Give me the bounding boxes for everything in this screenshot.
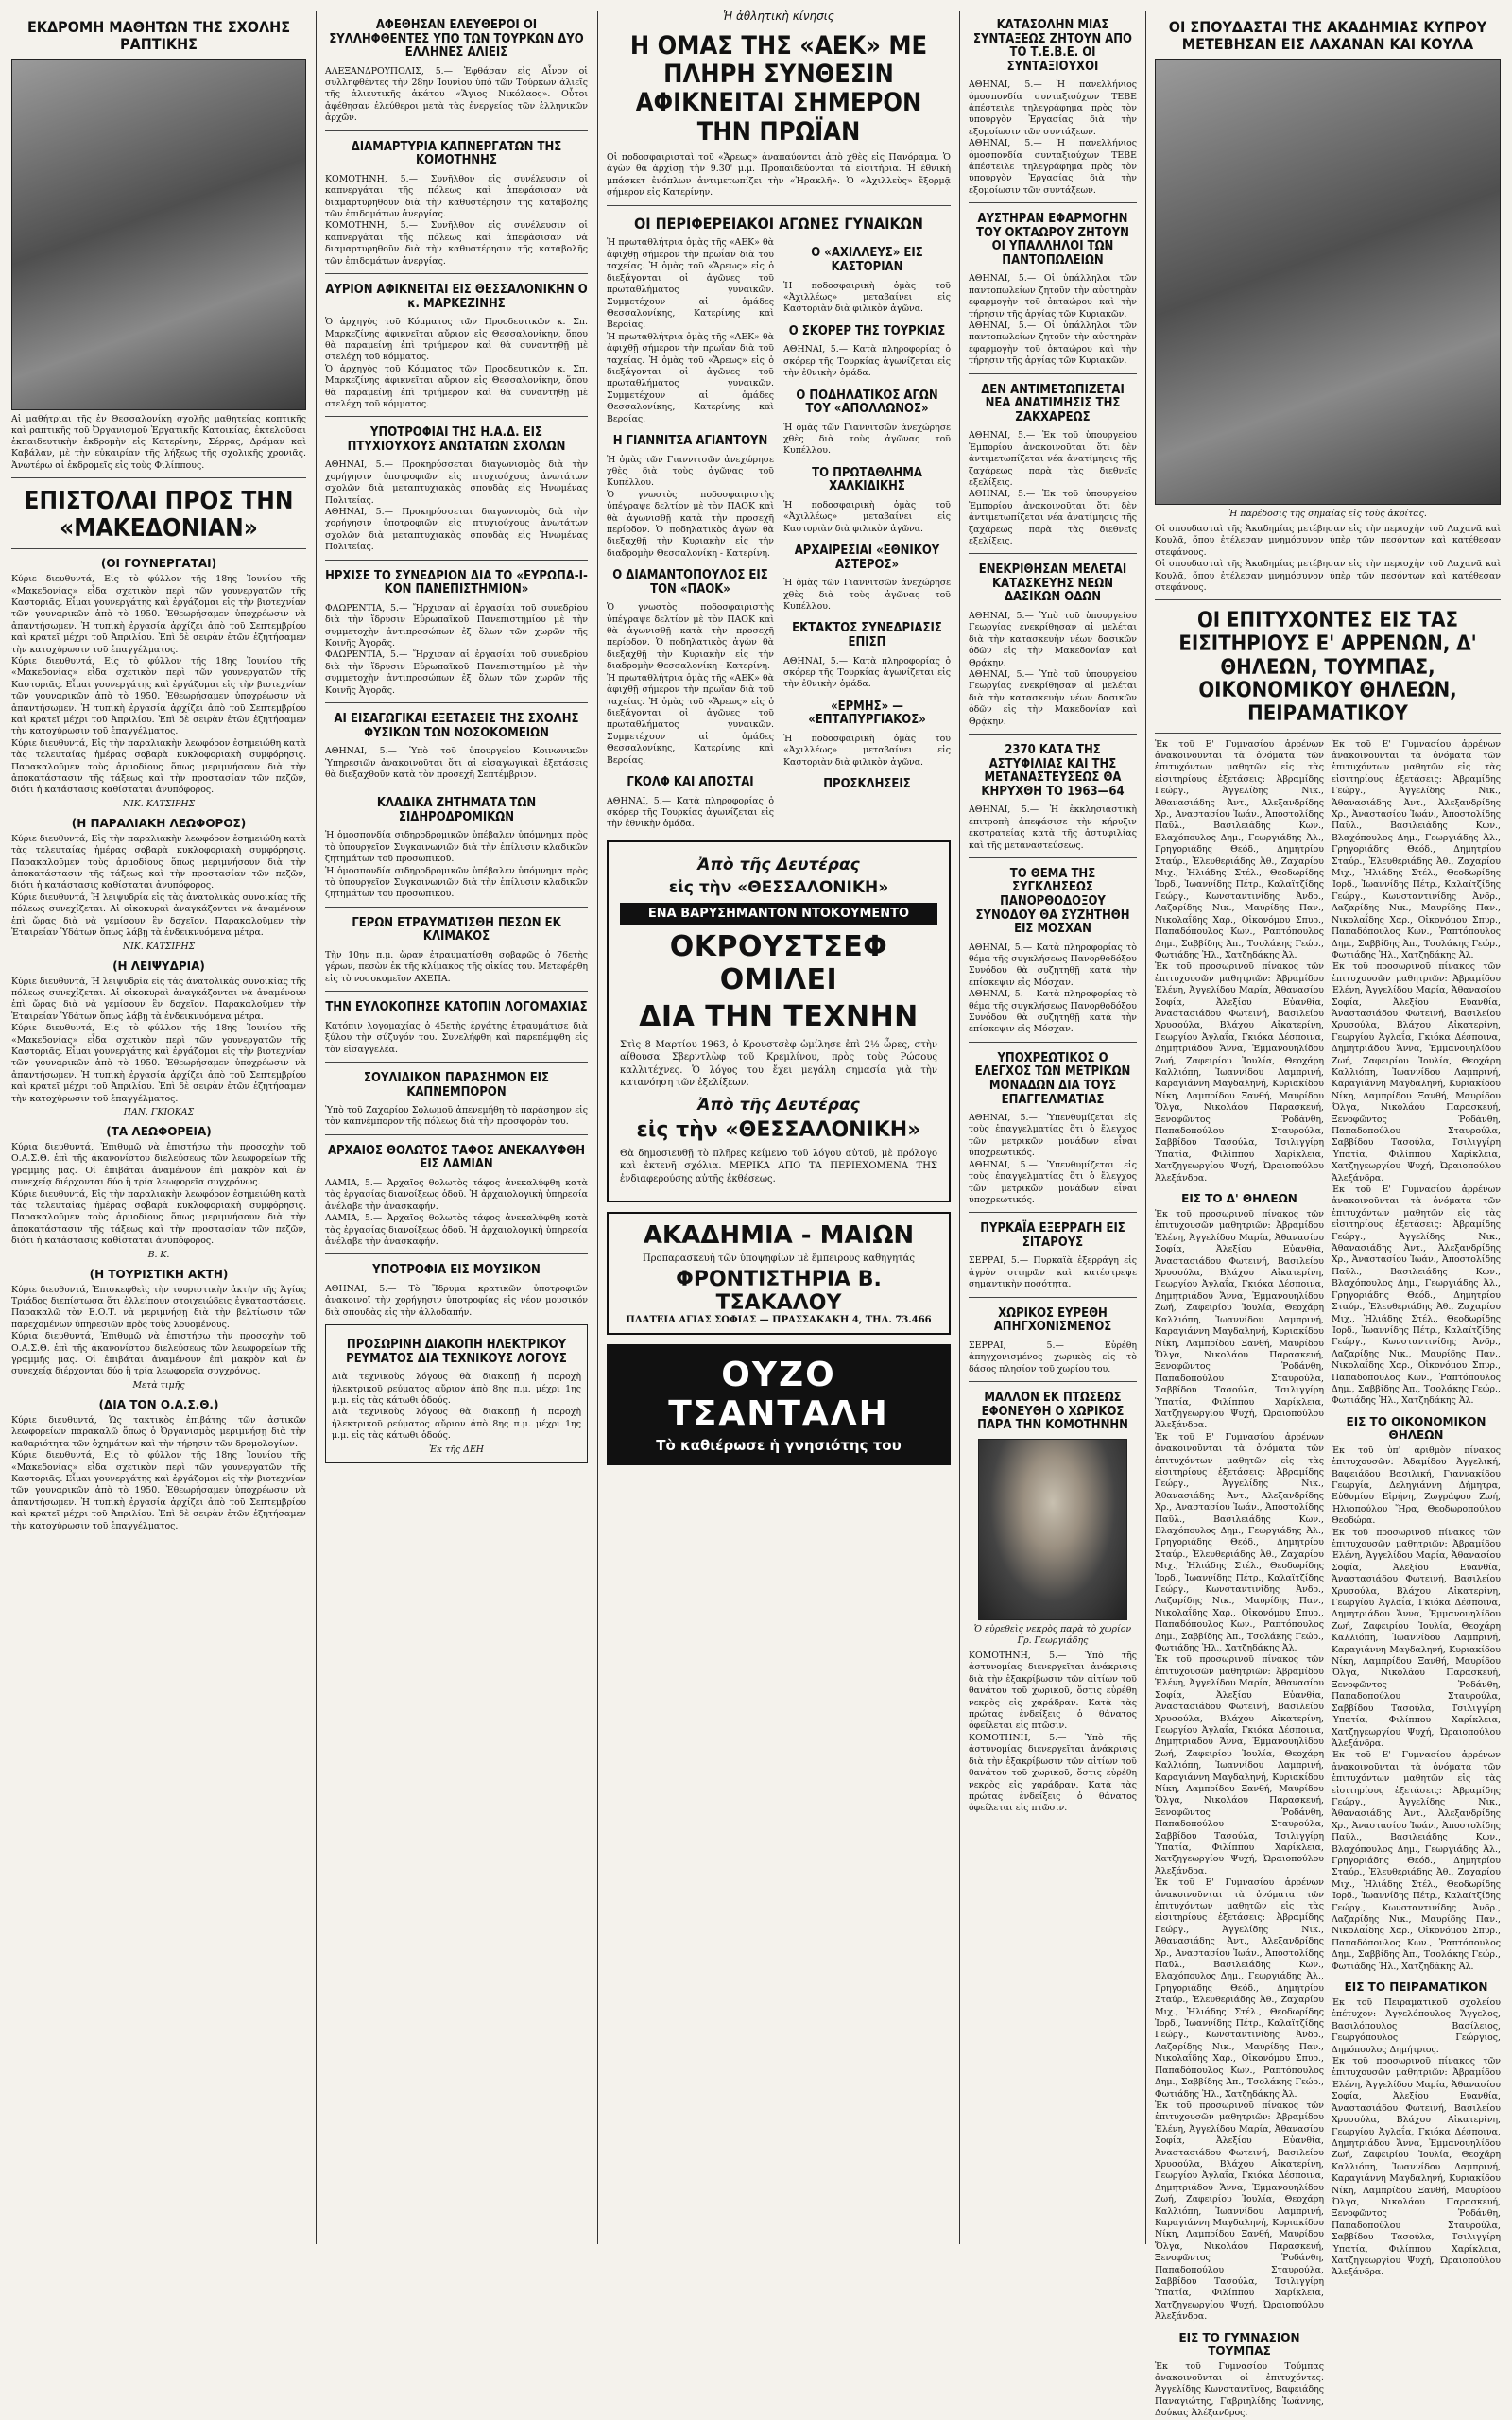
column-briefs: [963, 9, 1143, 2246]
ad-name: ΦΡΟΝΤΙΣΤΗΡΙΑ Β. ΤΣΑΚΑΛΟΥ: [676, 1268, 882, 1316]
ad-banner: ΕΝΑ ΒΑΡΥΣΗΜΑΝΤΟΝ ΝΤΟΚΟΥΜΕΝΤΟ: [620, 903, 937, 925]
letter-heading: (ΔΙΑ ΤΟΝ Ο.Α.Σ.Θ.): [98, 1397, 219, 1411]
column-news: [319, 9, 593, 2246]
ad-headline: ΔΙΑ ΤΗΝ ΤΕΧΝΗΝ: [639, 999, 919, 1033]
headline: Ο ΠΟΔΗΛΑΤΙΚΟΣ ΑΓΩΝ ΤΟΥ «ΑΠΟΛΛΩΝΟΣ»: [796, 388, 938, 417]
article-body: Τὴν 10ην π.μ. ὥραν ἐτραυματίσθη σοβαρῶς ὁ 76ετὴς γέρων, πεσὼν ἐκ τῆς κλίμακος τῆς οἰκίας του. Μετεφέρθη εἰς τὸ νοσοκομεῖον ΑΧΕΠΑ.: [325, 949, 588, 984]
letter-body: Κύρια διευθυντά, Ἐπιθυμῶ νὰ ἐπιστήσω τὴν προσοχὴν τοῦ Ο.Α.Σ.Θ. ἐπὶ τῆς ἀκανονίστου διελεύσεως τῶν λεωφορείων τῆς γραμμῆς μας. Οἱ ἐπιβάται ἀναμένουν ἐπὶ μακρὸν καὶ ἐν συνεχείᾳ διέρχονται δύο ἢ τρία λεωφορεῖα συγχρόνως.: [11, 1331, 306, 1377]
headline: «ΕΡΜΗΣ» — «ΕΠΤΑΠΥΡΓΙΑΚΟΣ»: [808, 699, 926, 728]
article-body: Ὁ ἀρχηγὸς τοῦ Κόμματος τῶν Προοδευτικῶν κ. Σπ. Μαρκεζίνης ἀφικνεῖται αὔριον εἰς Θεσσαλονίκην, ὅπου θὰ παραμείνῃ ἐπὶ τριήμερον καὶ θὰ συναντηθῇ μὲ στελέχη τοῦ κόμματος.: [325, 363, 588, 409]
letter-body: Κύριε διευθυντά, Εἰς τὸ φύλλον τῆς 18ης Ἰουνίου τῆς «Μακεδονίας» εἶδα σχετικὸν περὶ τῶν γουνεργατῶν τῆς Καστοριᾶς. Εἶμαι γουνεργάτης καὶ ἐργάζομαι εἰς τὴν βιοτεχνίαν τῶν γουναρικῶν ἀπὸ τὸ 1950. Ἐθεωρήσαμεν ὑποχρέωσιν νὰ ἀπαντήσωμεν. Ἡ τυπικὴ ἐργασία ἀρχίζει ἀπὸ τοῦ Σεπτεμβρίου καὶ κρατεῖ μέχρι τοῦ Ἀπριλίου. Ἐπὶ δὲ σειρὰν ἐτῶν ἐζητήσαμεν τὴν κατοχύρωσιν τοῦ ἐπαγγέλματος.: [11, 1450, 306, 1531]
letter-body: Κύριε διευθυντά, Εἰς τὴν παραλιακὴν λεωφόρον ἐσημειώθη κατὰ τὰς τελευταίας ἡμέρας σοβαρὰ κυκλοφοριακὴ συμφόρησις. Παρακαλοῦμεν τοὺς ἁρμοδίους ὅπως μεριμνήσουν διὰ τὴν ἀποκατάστασιν τῆς τάξεως καὶ τὴν προστασίαν τῶν πεζῶν, διότι ἡ κατάστασις καθίσταται ἀνυπόφορος.: [11, 737, 306, 796]
letter-body: Κύριε διευθυντά, Ἐπισκεφθεὶς τὴν τουριστικὴν ἀκτὴν τῆς Ἁγίας Τριάδος διεπίστωσα ὅτι ἐλλείπουν στοιχειώδεις ἐγκαταστάσεις. Παρακαλῶ τὸν Ε.Ο.Τ. νὰ μεριμνήσῃ διὰ τὴν βελτίωσιν τῶν παρεχομένων ὑπηρεσιῶν πρὸς τοὺς λουομένους.: [11, 1284, 306, 1330]
article-body: ΑΘΗΝΑΙ, 5.— Ὑπὸ τοῦ ὑπουργείου Γεωργίας ἐνεκρίθησαν αἱ μελέται διὰ τὴν κατασκευὴν νέων δασικῶν ὁδῶν εἰς τὴν Μακεδονίαν καὶ Θρᾴκην.: [969, 669, 1137, 727]
headline: ΑΙ ΕΙΣΑΓΩΓΙΚΑΙ ΕΞΕΤΑΣΕΙΣ ΤΗΣ ΣΧΟΛΗΣ ΦΥΣΙΚΩΝ ΤΩΝ ΝΟΣΟΚΟΜΕΙΩΝ: [334, 712, 579, 740]
headline: 2370 ΚΑΤΑ ΤΗΣ ΑΣΤΥΦΙΛΙΑΣ ΚΑΙ ΤΗΣ ΜΕΤΑΝΑΣΤΕΥΣΕΩΣ ΘΑ ΚΗΡΥΧΘΗ ΤΟ 1963—64: [981, 743, 1125, 799]
ad-line: εἰς τὴν «ΘΕΣΣΑΛΟΝΙΚΗ»: [668, 877, 889, 897]
article-body: Ἡ ποδοσφαιρικὴ ὁμὰς τοῦ «Ἀχιλλέως» μεταβαίνει εἰς Καστοριὰν διὰ φιλικὸν ἀγῶνα.: [783, 499, 951, 534]
headline: ΥΠΟΧΡΕΩΤΙΚΟΣ Ο ΕΛΕΓΧΟΣ ΤΩΝ ΜΕΤΡΙΚΩΝ ΜΟΝΑΔΩΝ ΔΙΑ ΤΟΥΣ ΕΠΑΓΓΕΛΜΑΤΙΑΣ: [974, 1050, 1131, 1107]
notice-box: [325, 1324, 588, 1463]
article-body: ΑΘΗΝΑΙ, 5.— Κατὰ πληροφορίας τὸ θέμα τῆς συγκλήσεως Πανορθοδόξου Συνόδου θὰ συζητηθῇ κατὰ τὴν ἐπίσκεψιν εἰς Μόσχαν.: [969, 942, 1137, 988]
letter-signature: Β. Κ.: [147, 1249, 170, 1260]
academy-advertisement: [607, 1212, 951, 1335]
article-body: Ἡ ὁμοσπονδία σιδηροδρομικῶν ὑπέβαλεν ὑπόμνημα πρὸς τὸ ὑπουργεῖον Συγκοινωνιῶν διὰ τὴν ἐπίλυσιν κλαδικῶν ζητημάτων τοῦ προσωπικοῦ.: [325, 865, 588, 900]
letter-heading: (ΟΙ ΓΟΥΝΕΡΓΑΤΑΙ): [100, 557, 217, 571]
headline: ΥΠΟΤΡΟΦΙΑΙ ΤΗΣ Η.Α.Δ. ΕΙΣ ΠΤΥΧΙΟΥΧΟΥΣ ΑΝΩΤΑΤΩΝ ΣΧΟΛΩΝ: [347, 425, 566, 454]
portrait-photo: [978, 1439, 1127, 1620]
headline: ΤΟ ΘΕΜΑ ΤΗΣ ΣΥΓΚΛΗΣΕΩΣ ΠΑΝΟΡΘΟΔΟΞΟΥ ΣΥΝΟΔΟΥ ΘΑ ΣΥΖΗΤΗΘΗ ΕΙΣ ΜΟΣΧΑΝ: [975, 866, 1130, 937]
section-heading: ΕΙΣ ΤΟ ΠΕΙΡΑΜΑΤΙΚΟΝ: [1344, 1980, 1488, 1995]
section-heading: ΕΙΣ ΤΟ ΟΙΚΟΝΟΜΙΚΟΝ ΘΗΛΕΩΝ: [1346, 1414, 1486, 1442]
headline: ΥΠΟΤΡΟΦΙΑ ΕΙΣ ΜΟΥΣΙΚΟΝ: [372, 1263, 541, 1278]
academy-caption: Ἡ παρέδοσις τῆς σημαίας εἰς τοὺς ἀκρίτας.: [1228, 508, 1427, 519]
headline: ΓΕΡΩΝ ΕΤΡΑΥΜΑΤΙΣΘΗ ΠΕΣΩΝ ΕΚ ΚΛΙΜΑΚΟΣ: [352, 915, 561, 944]
ouzo-advertisement: [607, 1344, 951, 1465]
article-body: ΑΘΗΝΑΙ, 5.— Οἱ ὑπάλληλοι τῶν παντοπωλείων ζητοῦν τὴν αὐστηρὰν ἐφαρμογὴν τοῦ ὀκταώρου καὶ τὴν τήρησιν τῆς ἀργίας τῶν Κυριακῶν.: [969, 320, 1137, 367]
article-body: Ἐκ τοῦ Ε' Γυμνασίου ἀρρένων ἀνακοινοῦνται τὰ ὀνόματα τῶν ἐπιτυχόντων μαθητῶν εἰς τὰς εἰσιτηρίους ἐξετάσεις: Ἀβραμίδης Γεώργ., Ἀγγελίδης Νικ., Ἀθανασιάδης Ἀντ., Ἀλεξανδρίδης Χρ., Ἀναστασίου Ἰωάν., Ἀποστολίδης Παῦλ., Βασιλειάδης Κων., Βλαχόπουλος Δημ., Γεωργιάδης Ἀλ., Γρηγοριάδης Θεόδ., Δημητρίου Σταύρ., Ἐλευθεριάδης Ἀθ., Ζαχαρίου Μιχ., Ἠλιάδης Στέλ., Θεοδωρίδης Ἰορδ., Ἰωαννίδης Πέτρ., Καλαϊτζίδης Γεώργ., Κωνσταντινίδης Ἀνδρ., Λαζαρίδης Νικ., Μαυρίδης Παν., Νικολαΐδης Χαρ., Οἰκονόμου Σπυρ., Παπαδόπουλος Κων., Ῥαπτόπουλος Δημ., Σαββίδης Ἀπ., Τσολάκης Γεώρ., Φωτιάδης Ἠλ., Χατζηδάκης Ἀλ.: [1332, 738, 1501, 960]
article-body: ΑΘΗΝΑΙ, 5.— Ἐκ τοῦ ὑπουργείου Ἐμπορίου ἀνακοινοῦται ὅτι δὲν ἀντιμετωπίζεται νέα ἀνατίμησις τῆς ζαχάρεως παρὰ τὰς διεθνεῖς ἐξελίξεις.: [969, 430, 1137, 488]
article-body: ΦΛΩΡΕΝΤΙΑ, 5.— Ἤρχισαν αἱ ἐργασίαι τοῦ συνεδρίου διὰ τὴν ἵδρυσιν Εὐρωπαϊκοῦ Πανεπιστημίου μὲ τὴν συμμετοχὴν ἀντιπροσώπων ἐξ ὅλων τῶν χωρῶν τῆς Κοινῆς Ἀγορᾶς.: [325, 602, 588, 649]
article-body: ΚΟΜΟΤΗΝΗ, 5.— Ὑπὸ τῆς ἀστυνομίας διενεργεῖται ἀνάκρισις διὰ τὴν ἐξακρίβωσιν τῶν αἰτίων τοῦ θανάτου τοῦ χωρικοῦ, ὅστις εὑρέθη νεκρὸς εἰς χαράδραν. Κατὰ τὰς πρώτας ἐνδείξεις ὁ θάνατος ὀφείλεται εἰς πτῶσιν.: [969, 1651, 1137, 1732]
section-heading: ΕΙΣ ΤΟ ΓΥΜΝΑΣΙΟΝ ΤΟΥΜΠΑΣ: [1178, 2330, 1300, 2358]
headline: ΠΡΟΣΚΛΗΣΕΙΣ: [823, 777, 911, 792]
ad-title: ΑΚΑΔΗΜΙΑ - ΜΑΙΩΝ: [643, 1221, 915, 1251]
headline: ΔΙΑΜΑΡΤΥΡΙΑ ΚΑΠΝΕΡΓΑΤΩΝ ΤΗΣ ΚΟΜΟΤΗΝΗΣ: [351, 139, 562, 168]
headline: Ο ΔΙΑΜΑΝΤΟΠΟΥΛΟΣ ΕΙΣ ΤΟΝ «ΠΑΟΚ»: [612, 568, 768, 596]
headline: ΣΟΥΛΙΔΙΚΟΝ ΠΑΡΑΣΗΜΟΝ ΕΙΣ ΚΑΠΝΕΜΠΟΡΟΝ: [363, 1070, 550, 1099]
headline: ΠΡΟΣΩΡΙΝΗ ΔΙΑΚΟΠΗ ΗΛΕΚΤΡΙΚΟΥ ΡΕΥΜΑΤΟΣ ΔΙΑ ΤΕΧΝΙΚΟΥΣ ΛΟΓΟΥΣ: [346, 1338, 567, 1366]
article-body: Ἐκ τοῦ προσωρινοῦ πίνακος τῶν ἐπιτυχουσῶν μαθητριῶν: Ἀβραμίδου Ἑλένη, Ἀγγελίδου Μαρία, Ἀθανασίου Σοφία, Ἀλεξίου Εὐανθία, Ἀναστασιάδου Φωτεινή, Βασιλείου Χρυσούλα, Βλάχου Αἰκατερίνη, Γεωργίου Ἀγλαΐα, Γκιόκα Δέσποινα, Δημητριάδου Ἄννα, Ἐμμανουηλίδου Ζωή, Ζαφειρίου Ἰουλία, Θεοχάρη Καλλιόπη, Ἰωαννίδου Λαμπρινή, Καραγιάννη Μαγδαληνή, Κυριακίδου Νίκη, Λαμπρίδου Ξανθή, Μαυρίδου Ὄλγα, Νικολάου Παρασκευή, Ξενοφῶντος Ῥοδάνθη, Παπαδοπούλου Σταυρούλα, Σαββίδου Τασούλα, Τσιλιγγίρη Ὑπατία, Φιλίππου Χαρίκλεια, Χατζηγεωργίου Ψυχή, Ὠραιοπούλου Ἀλεξάνδρα.: [1155, 1209, 1324, 1431]
column-sports: [601, 9, 956, 2246]
article-body: Οἱ σπουδασταὶ τῆς Ἀκαδημίας μετέβησαν εἰς τὴν περιοχὴν τοῦ Λαχανᾶ καὶ Κουλᾶ, ὅπου ἐτέλεσαν μνημόσυνον ὑπὲρ τῶν πεσόντων καὶ κατέθεσαν στεφάνους.: [1155, 524, 1501, 558]
headline: ΕΝΕΚΡΙΘΗΣΑΝ ΜΕΛΕΤΑΙ ΚΑΤΑΣΚΕΥΗΣ ΝΕΩΝ ΔΑΣΙΚΩΝ ΟΔΩΝ: [978, 562, 1127, 605]
article-body: Ὁ γνωστὸς ποδοσφαιριστὴς ὑπέγραψε δελτίον μὲ τὸν ΠΑΟΚ καὶ θὰ ἀγωνισθῇ κατὰ τὴν προσεχῆ περίοδον. Ὁ ποδηλατικὸς ἀγὼν θὰ διεξαχθῇ τὴν Κυριακὴν εἰς τὴν διαδρομὴν Θεσσαλονίκη - Κατερίνη.: [607, 489, 774, 559]
article-body: ΑΘΗΝΑΙ, 5.— Οἱ ὑπάλληλοι τῶν παντοπωλείων ζητοῦν τὴν αὐστηρὰν ἐφαρμογὴν τοῦ ὀκταώρου καὶ τὴν τήρησιν τῆς ἀργίας τῶν Κυριακῶν.: [969, 273, 1137, 320]
letter-body: Κύριε διευθυντά, Ὡς τακτικὸς ἐπιβάτης τῶν ἀστικῶν λεωφορείων παρακαλῶ ὅπως ὁ Ὀργανισμὸς μεριμνήσῃ διὰ τὴν καθαριότητα τῶν ὀχημάτων καὶ τὴν τήρησιν τῶν δρομολογίων.: [11, 1414, 306, 1449]
article-body: Οἱ σπουδασταὶ τῆς Ἀκαδημίας μετέβησαν εἰς τὴν περιοχὴν τοῦ Λαχανᾶ καὶ Κουλᾶ, ὅπου ἐτέλεσαν μνημόσυνον ὑπὲρ τῶν πεσόντων καὶ κατέθεσαν στεφάνους.: [1155, 559, 1501, 594]
article-body: Ἐκ τοῦ Ε' Γυμνασίου ἀρρένων ἀνακοινοῦνται τὰ ὀνόματα τῶν ἐπιτυχόντων μαθητῶν εἰς τὰς εἰσιτηρίους ἐξετάσεις: Ἀβραμίδης Γεώργ., Ἀγγελίδης Νικ., Ἀθανασιάδης Ἀντ., Ἀλεξανδρίδης Χρ., Ἀναστασίου Ἰωάν., Ἀποστολίδης Παῦλ., Βασιλειάδης Κων., Βλαχόπουλος Δημ., Γεωργιάδης Ἀλ., Γρηγοριάδης Θεόδ., Δημητρίου Σταύρ., Ἐλευθεριάδης Ἀθ., Ζαχαρίου Μιχ., Ἠλιάδης Στέλ., Θεοδωρίδης Ἰορδ., Ἰωαννίδης Πέτρ., Καλαϊτζίδης Γεώργ., Κωνσταντινίδης Ἀνδρ., Λαζαρίδης Νικ., Μαυρίδης Παν., Νικολαΐδης Χαρ., Οἰκονόμου Σπυρ., Παπαδόπουλος Κων., Ῥαπτόπουλος Δημ., Σαββίδης Ἀπ., Τσολάκης Γεώρ., Φωτιάδης Ἠλ., Χατζηδάκης Ἀλ.: [1332, 1750, 1501, 1972]
article-body: ΛΑΜΙΑ, 5.— Ἀρχαῖος θολωτὸς τάφος ἀνεκαλύφθη κατὰ τὰς ἐργασίας διανοίξεως ὁδοῦ. Ἡ ἀρχαιολογικὴ ὑπηρεσία ἀνέλαβε τὴν ἀνασκαφήν.: [325, 1213, 588, 1247]
letter-signature: ΝΙΚ. ΚΑΤΣΙΡΗΣ: [122, 941, 196, 952]
ad-address: ΠΛΑΤΕΙΑ ΑΓΙΑΣ ΣΟΦΙΑΣ — ΠΡΑΣΣΑΚΑΚΗ 4, ΤΗΛ. 73.466: [626, 1315, 932, 1326]
headline-exams: ΟΙ ΕΠΙΤΥΧΟΝΤΕΣ ΕΙΣ ΤΑΣ ΕΙΣΙΤΗΡΙΟΥΣ Ε' ΑΡΡΕΝΩΝ, Δ' ΘΗΛΕΩΝ, ΤΟΥΜΠΑΣ, ΟΙΚΟΝΟΜΙΚΟΥ ΘΗΛΕΩΝ, ΠΕΙΡΑΜΑΤΙΚΟΥ: [1178, 609, 1477, 726]
article-body: Διὰ τεχνικοὺς λόγους θὰ διακοπῇ ἡ παροχὴ ἠλεκτρικοῦ ρεύματος αὔριον ἀπὸ 8ης π.μ. μέχρι 1ης μ.μ. εἰς τὰς κάτωθι ὁδούς.: [332, 1407, 581, 1442]
letter-body: Κύριε διευθυντά, Ἡ λειψυδρία εἰς τὰς ἀνατολικὰς συνοικίας τῆς πόλεως συνεχίζεται. Αἱ οἰκοκυραὶ ἀναγκάζονται νὰ ἀναμένουν ἐπὶ ὥρας διὰ νὰ γεμίσουν ἓν δοχεῖον. Παρακαλοῦμεν τὴν Ἑταιρείαν Ὑδάτων ὅπως λάβῃ τὰ ἐνδεικνυόμενα μέτρα.: [11, 891, 306, 939]
excursion-caption: Αἱ μαθήτριαι τῆς ἐν Θεσσαλονίκῃ σχολῆς μαθητείας κοπτικῆς καὶ ραπτικῆς τοῦ Ὀργανισμοῦ Ἐργατικῆς Κατοικίας, ἐκτελοῦσαι ἐκπαιδευτικὴν ἐκδρομὴν εἰς Κατερίνην, Σέρρας, Δράμαν καὶ Καβάλαν, μὲ τὴν εὐκαιρίαν τῆς λήξεως τῆς σχολικῆς χρονιᾶς. Ἀνωτέρω αἱ ἐκδρομεῖς εἰς τοὺς Φιλίππους.: [11, 413, 306, 471]
article-body: Ἐκ τοῦ προσωρινοῦ πίνακος τῶν ἐπιτυχουσῶν μαθητριῶν: Ἀβραμίδου Ἑλένη, Ἀγγελίδου Μαρία, Ἀθανασίου Σοφία, Ἀλεξίου Εὐανθία, Ἀναστασιάδου Φωτεινή, Βασιλείου Χρυσούλα, Βλάχου Αἰκατερίνη, Γεωργίου Ἀγλαΐα, Γκιόκα Δέσποινα, Δημητριάδου Ἄννα, Ἐμμανουηλίδου Ζωή, Ζαφειρίου Ἰουλία, Θεοχάρη Καλλιόπη, Ἰωαννίδου Λαμπρινή, Καραγιάννη Μαγδαληνή, Κυριακίδου Νίκη, Λαμπρίδου Ξανθή, Μαυρίδου Ὄλγα, Νικολάου Παρασκευή, Ξενοφῶντος Ῥοδάνθη, Παπαδοπούλου Σταυρούλα, Σαββίδου Τασούλα, Τσιλιγγίρη Ὑπατία, Φιλίππου Χαρίκλεια, Χατζηγεωργίου Ψυχή, Ὠραιοπούλου Ἀλεξάνδρα.: [1155, 1654, 1324, 1876]
article-body: ΑΘΗΝΑΙ, 5.— Τὸ Ἴδρυμα κρατικῶν ὑποτροφιῶν ἀνακοινοῖ τὴν χορήγησιν ὑποτροφίας εἰς νέον μουσικόν διὰ σπουδὰς εἰς τὴν ἀλλοδαπήν.: [325, 1283, 588, 1318]
ad-line: Ἀπὸ τῆς Δευτέρας: [697, 1095, 860, 1115]
headline: Ο «ΑΧΙΛΛΕΥΣ» ΕΙΣ ΚΑΣΤΟΡΙΑΝ: [811, 246, 923, 275]
section-heading: ΕΙΣ ΤΟ Δ' ΘΗΛΕΩΝ: [1181, 1192, 1297, 1206]
article-body: ΑΘΗΝΑΙ, 5.— Ὑπὸ τοῦ ὑπουργείου Γεωργίας ἐνεκρίθησαν αἱ μελέται διὰ τὴν κατασκευὴν νέων δασικῶν ὁδῶν εἰς τὴν Μακεδονίαν καὶ Θρᾴκην.: [969, 611, 1137, 668]
letter-body: Κύριε διευθυντά, Ἡ λειψυδρία εἰς τὰς ἀνατολικὰς συνοικίας τῆς πόλεως συνεχίζεται. Αἱ οἰκοκυραὶ ἀναγκάζονται νὰ ἀναμένουν ἐπὶ ὥρας διὰ νὰ γεμίσουν ἓν δοχεῖον. Παρακαλοῦμεν τὴν Ἑταιρείαν Ὑδάτων ὅπως λάβῃ τὰ ἐνδεικνυόμενα μέτρα.: [11, 976, 306, 1022]
headline: ΤΗΝ ΕΥΛΟΚΟΠΗΣΕ ΚΑΤΟΠΙΝ ΛΟΓΟΜΑΧΙΑΣ: [325, 1000, 588, 1015]
article-body: ΑΘΗΝΑΙ, 5.— Ἡ ἐκκλησιαστικὴ ἐπιτροπὴ ἀπεφάσισε τὴν κήρυξιν ἐκστρατείας κατὰ τῆς ἀστυφιλίας καὶ τῆς μεταναστεύσεως.: [969, 804, 1137, 851]
article-body: ΑΘΗΝΑΙ, 5.— Ἐκ τοῦ ὑπουργείου Ἐμπορίου ἀνακοινοῦται ὅτι δὲν ἀντιμετωπίζεται νέα ἀνατίμησις τῆς ζαχάρεως παρὰ τὰς διεθνεῖς ἐξελίξεις.: [969, 489, 1137, 546]
article-body: Ἐκ τοῦ Ε' Γυμνασίου ἀρρένων ἀνακοινοῦνται τὰ ὀνόματα τῶν ἐπιτυχόντων μαθητῶν εἰς τὰς εἰσιτηρίους ἐξετάσεις: Ἀβραμίδης Γεώργ., Ἀγγελίδης Νικ., Ἀθανασιάδης Ἀντ., Ἀλεξανδρίδης Χρ., Ἀναστασίου Ἰωάν., Ἀποστολίδης Παῦλ., Βασιλειάδης Κων., Βλαχόπουλος Δημ., Γεωργιάδης Ἀλ., Γρηγοριάδης Θεόδ., Δημητρίου Σταύρ., Ἐλευθεριάδης Ἀθ., Ζαχαρίου Μιχ., Ἠλιάδης Στέλ., Θεοδωρίδης Ἰορδ., Ἰωαννίδης Πέτρ., Καλαϊτζίδης Γεώργ., Κωνσταντινίδης Ἀνδρ., Λαζαρίδης Νικ., Μαυρίδης Παν., Νικολαΐδης Χαρ., Οἰκονόμου Σπυρ., Παπαδόπουλος Κων., Ῥαπτόπουλος Δημ., Σαββίδης Ἀπ., Τσολάκης Γεώρ., Φωτιάδης Ἠλ., Χατζηδάκης Ἀλ.: [1155, 738, 1324, 960]
article-body: Ἡ πρωταθλήτρια ὁμὰς τῆς «ΑΕΚ» θὰ ἀφιχθῇ σήμερον τὴν πρωΐαν διὰ τοῦ ταχείας. Ἡ ὁμὰς τοῦ «Ἄρεως» εἰς ὁ διεξάγονται οἱ ἀγῶνες τοῦ πρωταθλήματος γυναικῶν. Συμμετέχουν αἱ ὁμάδες Θεσσαλονίκης, Κατερίνης καὶ Βεροίας.: [607, 237, 774, 331]
article-body: ΑΘΗΝΑΙ, 5.— Κατὰ πληροφορίας ὁ σκόρερ τῆς Τουρκίας ἀγωνίζεται εἰς τὴν ἐθνικὴν ὁμάδα.: [783, 344, 951, 379]
letter-signature: ΠΑΝ. ΓΚΙΟΚΑΣ: [123, 1106, 195, 1117]
headline: Η ΓΙΑΝΝΙΤΣΑ ΑΓΙΑΝΤΟΥΝ: [612, 433, 768, 448]
letter-body: Κύριε διευθυντά, Εἰς τὴν παραλιακὴν λεωφόρον ἐσημειώθη κατὰ τὰς τελευταίας ἡμέρας σοβαρὰ κυκλοφοριακὴ συμφόρησις. Παρακαλοῦμεν τοὺς ἁρμοδίους ὅπως μεριμνήσουν διὰ τὴν ἀποκατάστασιν τῆς τάξεως καὶ τὴν προστασίαν τῶν πεζῶν, διότι ἡ κατάστασις καθίσταται ἀνυπόφορος.: [11, 1188, 306, 1247]
article-body: Ἡ ὁμὰς τῶν Γιαννιτσῶν ἀνεχώρησε χθὲς διὰ τοὺς ἀγῶνας τοῦ Κυπέλλου.: [607, 454, 774, 489]
article-body: ΣΕΡΡΑΙ, 5.— Πυρκαϊὰ ἐξερράγη εἰς ἀγρὸν σιτηρῶν καὶ κατέστρεψε σημαντικὴν ποσότητα.: [969, 1255, 1137, 1290]
headline: Ο ΣΚΟΡΕΡ ΤΗΣ ΤΟΥΡΚΙΑΣ: [788, 323, 946, 338]
letter-heading: (ΤΑ ΛΕΩΦΟΡΕΙΑ): [106, 1124, 212, 1138]
khrushchev-advertisement: [607, 840, 951, 1203]
headline-women-games: ΟΙ ΠΕΡΙΦΕΡΕΙΑΚΟΙ ΑΓΩΝΕΣ ΓΥΝΑΙΚΩΝ: [634, 214, 923, 233]
headline: ΧΩΡΙΚΟΣ ΕΥΡΕΘΗ ΑΠΗΓΧΟΝΙΣΜΕΝΟΣ: [993, 1305, 1112, 1335]
headline-aek: Η ΟΜΑΣ ΤΗΣ «ΑΕΚ» ΜΕ ΠΛΗΡΗ ΣΥΝΘΕΣΙΝ ΑΦΙΚΝΕΙΤΑΙ ΣΗΜΕΡΟΝ ΤΗΝ ΠΡΩΪΑΝ: [629, 31, 928, 147]
headline: ΔΕΝ ΑΝΤΙΜΕΤΩΠΙΖΕΤΑΙ ΝΕΑ ΑΝΑΤΙΜΗΣΙΣ ΤΗΣ ΖΑΚΧΑΡΕΩΣ: [981, 382, 1125, 424]
article-body: ΑΘΗΝΑΙ, 5.— Ἡ πανελλήνιος ὁμοσπονδία συνταξιούχων ΤΕΒΕ ἀπέστειλε τηλεγράφημα πρὸς τὸν ὑπουργὸν Ἐργασίας διὰ τὴν ἐξομοίωσιν τῶν συντάξεων.: [969, 138, 1137, 196]
article-body: Ἐκ τοῦ Ε' Γυμνασίου ἀρρένων ἀνακοινοῦνται τὰ ὀνόματα τῶν ἐπιτυχόντων μαθητῶν εἰς τὰς εἰσιτηρίους ἐξετάσεις: Ἀβραμίδης Γεώργ., Ἀγγελίδης Νικ., Ἀθανασιάδης Ἀντ., Ἀλεξανδρίδης Χρ., Ἀναστασίου Ἰωάν., Ἀποστολίδης Παῦλ., Βασιλειάδης Κων., Βλαχόπουλος Δημ., Γεωργιάδης Ἀλ., Γρηγοριάδης Θεόδ., Δημητρίου Σταύρ., Ἐλευθεριάδης Ἀθ., Ζαχαρίου Μιχ., Ἠλιάδης Στέλ., Θεοδωρίδης Ἰορδ., Ἰωαννίδης Πέτρ., Καλαϊτζίδης Γεώργ., Κωνσταντινίδης Ἀνδρ., Λαζαρίδης Νικ., Μαυρίδης Παν., Νικολαΐδης Χαρ., Οἰκονόμου Σπυρ., Παπαδόπουλος Κων., Ῥαπτόπουλος Δημ., Σαββίδης Ἀπ., Τσολάκης Γεώρ., Φωτιάδης Ἠλ., Χατζηδάκης Ἀλ.: [1155, 1431, 1324, 1654]
article-body: ΑΘΗΝΑΙ, 5.— Ὑπὸ τοῦ ὑπουργείου Κοινωνικῶν Ὑπηρεσιῶν ἀνακοινοῦται ὅτι αἱ εἰσαγωγικαὶ ἐξετάσεις θὰ διεξαχθοῦν κατὰ τὸν προσεχῆ Σεπτέμβριον.: [325, 746, 588, 780]
column-rule: [959, 11, 960, 2244]
article-body: ΑΘΗΝΑΙ, 5.— Ἡ πανελλήνιος ὁμοσπονδία συνταξιούχων ΤΕΒΕ ἀπέστειλε τηλεγράφημα πρὸς τὸν ὑπουργὸν Ἐργασίας διὰ τὴν ἐξομοίωσιν τῶν συντάξεων.: [969, 79, 1137, 137]
headline: ΑΦΕΘΗΣΑΝ ΕΛΕΥΘΕΡΟΙ ΟΙ ΣΥΛΛΗΦΘΕΝΤΕΣ ΥΠΟ ΤΩΝ ΤΟΥΡΚΩΝ ΔΥΟ ΕΛΛΗΝΕΣ ΑΛΙΕΙΣ: [329, 18, 584, 60]
article-body: Ἡ πρωταθλήτρια ὁμὰς τῆς «ΑΕΚ» θὰ ἀφιχθῇ σήμερον τὴν πρωΐαν διὰ τοῦ ταχείας. Ἡ ὁμὰς τοῦ «Ἄρεως» εἰς ὁ διεξάγονται οἱ ἀγῶνες τοῦ πρωταθλήματος γυναικῶν. Συμμετέχουν αἱ ὁμάδες Θεσσαλονίκης, Κατερίνης καὶ Βεροίας.: [607, 331, 774, 424]
letter-signature: ΝΙΚ. ΚΑΤΣΙΡΗΣ: [122, 798, 196, 809]
headline: ΠΥΡΚΑΪΑ ΕΞΕΡΡΑΓΗ ΕΙΣ ΣΙΤΑΡΟΥΣ: [980, 1221, 1125, 1250]
headline: ΤΟ ΠΡΩΤΑΘΛΗΜΑ ΧΑΛΚΙΔΙΚΗΣ: [812, 465, 922, 494]
article-body: ΛΑΜΙΑ, 5.— Ἀρχαῖος θολωτὸς τάφος ἀνεκαλύφθη κατὰ τὰς ἐργασίας διανοίξεως ὁδοῦ. Ἡ ἀρχαιολογικὴ ὑπηρεσία ἀνέλαβε τὴν ἀνασκαφήν.: [325, 1177, 588, 1212]
headline: ΓΚΟΛΦ ΚΑΙ ΑΠΟΣΤΑΙ: [627, 774, 754, 789]
article-body: ΑΘΗΝΑΙ, 5.— Κατὰ πληροφορίας τὸ θέμα τῆς συγκλήσεως Πανορθοδόξου Συνόδου θὰ συζητηθῇ κατὰ τὴν ἐπίσκεψιν εἰς Μόσχαν.: [969, 989, 1137, 1035]
article-body: ΚΟΜΟΤΗΝΗ, 5.— Συνῆλθον εἰς συνέλευσιν οἱ καπνεργάται τῆς πόλεως καὶ ἀπεφάσισαν νὰ διαμαρτυρηθοῦν διὰ τὴν καθυστέρησιν τῆς καταβολῆς τῶν ἐπιδομάτων ἀνεργίας.: [325, 220, 588, 267]
headline-letters: ΕΠΙΣΤΟΛΑΙ ΠΡΟΣ ΤΗΝ «ΜΑΚΕΔΟΝΙΑΝ»: [24, 486, 294, 544]
article-body: Ὁ γνωστὸς ποδοσφαιριστὴς ὑπέγραψε δελτίον μὲ τὸν ΠΑΟΚ καὶ θὰ ἀγωνισθῇ κατὰ τὴν προσεχῆ περίοδον. Ὁ ποδηλατικὸς ἀγὼν θὰ διεξαχθῇ τὴν Κυριακὴν εἰς τὴν διαδρομὴν Θεσσαλονίκη - Κατερίνη.: [607, 602, 774, 672]
article-body: ΑΘΗΝΑΙ, 5.— Κατὰ πληροφορίας ὁ σκόρερ τῆς Τουρκίας ἀγωνίζεται εἰς τὴν ἐθνικὴν ὁμάδα.: [607, 795, 774, 830]
letter-body: Κύριε διευθυντά, Εἰς τὸ φύλλον τῆς 18ης Ἰουνίου τῆς «Μακεδονίας» εἶδα σχετικὸν περὶ τῶν γουνεργατῶν τῆς Καστοριᾶς. Εἶμαι γουνεργάτης καὶ ἐργάζομαι εἰς τὴν βιοτεχνίαν τῶν γουναρικῶν ἀπὸ τὸ 1950. Ἐθεωρήσαμεν ὑποχρέωσιν νὰ ἀπαντήσωμεν. Ἡ τυπικὴ ἐργασία ἀρχίζει ἀπὸ τοῦ Σεπτεμβρίου καὶ κρατεῖ μέχρι τοῦ Ἀπριλίου. Ἐπὶ δὲ σειρὰν ἐτῶν ἐζητήσαμεν τὴν κατοχύρωσιν τοῦ ἐπαγγέλματος.: [11, 574, 306, 655]
letter-body: Κύριε διευθυντά, Εἰς τὸ φύλλον τῆς 18ης Ἰουνίου τῆς «Μακεδονίας» εἶδα σχετικὸν περὶ τῶν γουνεργατῶν τῆς Καστοριᾶς. Εἶμαι γουνεργάτης καὶ ἐργάζομαι εἰς τὴν βιοτεχνίαν τῶν γουναρικῶν ἀπὸ τὸ 1950. Ἐθεωρήσαμεν ὑποχρέωσιν νὰ ἀπαντήσωμεν. Ἡ τυπικὴ ἐργασία ἀρχίζει ἀπὸ τοῦ Σεπτεμβρίου καὶ κρατεῖ μέχρι τοῦ Ἀπριλίου. Ἐπὶ δὲ σειρὰν ἐτῶν ἐζητήσαμεν τὴν κατοχύρωσιν τοῦ ἐπαγγέλματος.: [11, 1023, 306, 1104]
ad-subtitle: Προπαρασκευὴ τῶν ὑποψηφίων μὲ ἔμπειρους καθηγητάς: [642, 1253, 916, 1265]
letter-body: Κύριε διευθυντά, Εἰς τὸ φύλλον τῆς 18ης Ἰουνίου τῆς «Μακεδονίας» εἶδα σχετικὸν περὶ τῶν γουνεργατῶν τῆς Καστοριᾶς. Εἶμαι γουνεργάτης καὶ ἐργάζομαι εἰς τὴν βιοτεχνίαν τῶν γουναρικῶν ἀπὸ τὸ 1950. Ἐθεωρήσαμεν ὑποχρέωσιν νὰ ἀπαντήσωμεν. Ἡ τυπικὴ ἐργασία ἀρχίζει ἀπὸ τοῦ Σεπτεμβρίου καὶ κρατεῖ μέχρι τοῦ Ἀπριλίου. Ἐπὶ δὲ σειρὰν ἐτῶν ἐζητήσαμεν τὴν κατοχύρωσιν τοῦ ἐπαγγέλματος.: [11, 655, 306, 737]
letter-heading: (Η ΤΟΥΡΙΣΤΙΚΗ ΑΚΤΗ): [89, 1267, 229, 1281]
headline: ΚΛΑΔΙΚΑ ΖΗΤΗΜΑΤΑ ΤΩΝ ΣΙΔΗΡΟΔΡΟΜΙΚΩΝ: [376, 796, 537, 824]
article-body: Οἱ ποδοσφαιρισταὶ τοῦ «Ἄρεως» ἀναπαύονται ἀπὸ χθὲς εἰς Πανόραμα. Ὁ ἀγὼν θὰ ἀρχίσῃ τὴν 9.30' μ.μ. Προπαιδεύονται τὰ εἰσιτήρια. Ἡ ἐθνικὴ μπάσκετ ἐνόπλων ἀντιμετωπίζει τὴν «Ἡρακλῆ». Ὁ «Ἀχιλλεὺς» ἔξορμᾷ σήμερον εἰς Κατερίνην.: [607, 151, 951, 199]
article-body: Ἡ πρωταθλήτρια ὁμὰς τῆς «ΑΕΚ» θὰ ἀφιχθῇ σήμερον τὴν πρωΐαν διὰ τοῦ ταχείας. Ἡ ὁμὰς τοῦ «Ἄρεως» εἰς ὁ διεξάγονται οἱ ἀγῶνες τοῦ πρωταθλήματος γυναικῶν. Συμμετέχουν αἱ ὁμάδες Θεσσαλονίκης, Κατερίνης καὶ Βεροίας.: [607, 672, 774, 766]
ad-slogan: Τὸ καθιέρωσε ἡ γνησιότης του: [656, 1437, 902, 1455]
headline: ΚΑΤΑΣΟΛΗΝ ΜΙΑΣ ΣΥΝΤΑΞΕΩΣ ΖΗΤΟΥΝ ΑΠΟ ΤΟ Τ.Ε.Β.Ε. ΟΙ ΣΥΝΤΑΞΙΟΥΧΟΙ: [973, 18, 1132, 74]
article-body: Ἐκ τοῦ προσωρινοῦ πίνακος τῶν ἐπιτυχουσῶν μαθητριῶν: Ἀβραμίδου Ἑλένη, Ἀγγελίδου Μαρία, Ἀθανασίου Σοφία, Ἀλεξίου Εὐανθία, Ἀναστασιάδου Φωτεινή, Βασιλείου Χρυσούλα, Βλάχου Αἰκατερίνη, Γεωργίου Ἀγλαΐα, Γκιόκα Δέσποινα, Δημητριάδου Ἄννα, Ἐμμανουηλίδου Ζωή, Ζαφειρίου Ἰουλία, Θεοχάρη Καλλιόπη, Ἰωαννίδου Λαμπρινή, Καραγιάννη Μαγδαληνή, Κυριακίδου Νίκη, Λαμπρίδου Ξανθή, Μαυρίδου Ὄλγα, Νικολάου Παρασκευή, Ξενοφῶντος Ῥοδάνθη, Παπαδοπούλου Σταυρούλα, Σαββίδου Τασούλα, Τσιλιγγίρη Ὑπατία, Φιλίππου Χαρίκλεια, Χατζηγεωργίου Ψυχή, Ὠραιοπούλου Ἀλεξάνδρα.: [1332, 961, 1501, 1184]
article-body: Ἐκ τοῦ προσωρινοῦ πίνακος τῶν ἐπιτυχουσῶν μαθητριῶν: Ἀβραμίδου Ἑλένη, Ἀγγελίδου Μαρία, Ἀθανασίου Σοφία, Ἀλεξίου Εὐανθία, Ἀναστασιάδου Φωτεινή, Βασιλείου Χρυσούλα, Βλάχου Αἰκατερίνη, Γεωργίου Ἀγλαΐα, Γκιόκα Δέσποινα, Δημητριάδου Ἄννα, Ἐμμανουηλίδου Ζωή, Ζαφειρίου Ἰουλία, Θεοχάρη Καλλιόπη, Ἰωαννίδου Λαμπρινή, Καραγιάννη Μαγδαληνή, Κυριακίδου Νίκη, Λαμπρίδου Ξανθή, Μαυρίδου Ὄλγα, Νικολάου Παρασκευή, Ξενοφῶντος Ῥοδάνθη, Παπαδοπούλου Σταυρούλα, Σαββίδου Τασούλα, Τσιλιγγίρη Ὑπατία, Φιλίππου Χαρίκλεια, Χατζηγεωργίου Ψυχή, Ὠραιοπούλου Ἀλεξάνδρα.: [1332, 1527, 1501, 1749]
letter-body: Κύριε διευθυντά, Εἰς τὴν παραλιακὴν λεωφόρον ἐσημειώθη κατὰ τὰς τελευταίας ἡμέρας σοβαρὰ κυκλοφοριακὴ συμφόρησις. Παρακαλοῦμεν τοὺς ἁρμοδίους ὅπως μεριμνήσουν διὰ τὴν ἀποκατάστασιν τῆς τάξεως καὶ τὴν προστασίαν τῶν πεζῶν, διότι ἡ κατάστασις καθίσταται ἀνυπόφορος.: [11, 833, 306, 891]
article-body: Ἐκ τοῦ Ε' Γυμνασίου ἀρρένων ἀνακοινοῦνται τὰ ὀνόματα τῶν ἐπιτυχόντων μαθητῶν εἰς τὰς εἰσιτηρίους ἐξετάσεις: Ἀβραμίδης Γεώργ., Ἀγγελίδης Νικ., Ἀθανασιάδης Ἀντ., Ἀλεξανδρίδης Χρ., Ἀναστασίου Ἰωάν., Ἀποστολίδης Παῦλ., Βασιλειάδης Κων., Βλαχόπουλος Δημ., Γεωργιάδης Ἀλ., Γρηγοριάδης Θεόδ., Δημητρίου Σταύρ., Ἐλευθεριάδης Ἀθ., Ζαχαρίου Μιχ., Ἠλιάδης Στέλ., Θεοδωρίδης Ἰορδ., Ἰωαννίδης Πέτρ., Καλαϊτζίδης Γεώργ., Κωνσταντινίδης Ἀνδρ., Λαζαρίδης Νικ., Μαυρίδης Παν., Νικολαΐδης Χαρ., Οἰκονόμου Σπυρ., Παπαδόπουλος Κων., Ῥαπτόπουλος Δημ., Σαββίδης Ἀπ., Τσολάκης Γεώρ., Φωτιάδης Ἠλ., Χατζηδάκης Ἀλ.: [1332, 1184, 1501, 1407]
column-rule: [316, 11, 317, 2244]
headline-cyprus-academy: ΟΙ ΣΠΟΥΔΑΣΤΑΙ ΤΗΣ ΑΚΑΔΗΜΙΑΣ ΚΥΠΡΟΥ ΜΕΤΕΒΗΣΑΝ ΕΙΣ ΛΑΧΑΝΑΝ ΚΑΙ ΚΟΥΛΑ: [1168, 18, 1487, 53]
article-body: Ἐκ τοῦ Πειραματικοῦ σχολείου ἐπέτυχον: Ἀγγελόπουλος Ἄγγελος, Βασιλόπουλος Βασίλειος, Γεωργόπουλος Γεώργιος, Δημόπουλος Δημήτριος.: [1332, 1997, 1501, 2055]
ad-line: Ἀπὸ τῆς Δευτέρας: [697, 855, 860, 874]
article-body: ΑΘΗΝΑΙ, 5.— Κατὰ πληροφορίας ὁ σκόρερ τῆς Τουρκίας ἀγωνίζεται εἰς τὴν ἐθνικὴν ὁμάδα.: [783, 655, 951, 690]
article-body: Ὑπὸ τοῦ Ζαχαρίου Σολωμοῦ ἀπενεμήθη τὸ παράσημον εἰς τὸν καπνέμπορον τῆς πόλεως διὰ τὴν προσφορὰν του.: [325, 1105, 588, 1128]
ad-text: Στὶς 8 Μαρτίου 1963, ὁ Κρουστσὲφ ὡμίλησε ἐπὶ 2½ ὧρες, στὴν αἴθουσα Σβερντλὼφ τοῦ Κρεμλίνου, πρὸς τοὺς Ρώσους καλλιτέχνες. Ὁ λόγος του ἔχει μεγάλη σημασία γιὰ τὴν κατανόηση τῶν ἐξελίξεων.: [620, 1039, 937, 1089]
headline: ΑΥΣΤΗΡΑΝ ΕΦΑΡΜΟΓΗΝ ΤΟΥ ΟΚΤΑΩΡΟΥ ΖΗΤΟΥΝ ΟΙ ΥΠΑΛΛΗΛΟΙ ΤΩΝ ΠΑΝΤΟΠΩΛΕΙΩΝ: [976, 212, 1129, 268]
ad-headline: ΟΚΡΟΥΣΤΣΕΦ ΟΜΙΛΕΙ: [669, 929, 888, 996]
notice-signature: Ἐκ τῆς ΔΕΗ: [429, 1443, 484, 1455]
article-body: Ἐκ τοῦ προσωρινοῦ πίνακος τῶν ἐπιτυχουσῶν μαθητριῶν: Ἀβραμίδου Ἑλένη, Ἀγγελίδου Μαρία, Ἀθανασίου Σοφία, Ἀλεξίου Εὐανθία, Ἀναστασιάδου Φωτεινή, Βασιλείου Χρυσούλα, Βλάχου Αἰκατερίνη, Γεωργίου Ἀγλαΐα, Γκιόκα Δέσποινα, Δημητριάδου Ἄννα, Ἐμμανουηλίδου Ζωή, Ζαφειρίου Ἰουλία, Θεοχάρη Καλλιόπη, Ἰωαννίδου Λαμπρινή, Καραγιάννη Μαγδαληνή, Κυριακίδου Νίκη, Λαμπρίδου Ξανθή, Μαυρίδου Ὄλγα, Νικολάου Παρασκευή, Ξενοφῶντος Ῥοδάνθη, Παπαδοπούλου Σταυρούλα, Σαββίδου Τασούλα, Τσιλιγγίρη Ὑπατία, Φιλίππου Χαρίκλεια, Χατζηγεωργίου Ψυχή, Ὠραιοπούλου Ἀλεξάνδρα.: [1155, 961, 1324, 1184]
article-body: ΣΕΡΡΑΙ, 5.— Εὑρέθη ἀπηγχονισμένος χωρικὸς εἰς τὸ δάσος πλησίον τοῦ χωρίου του.: [969, 1340, 1137, 1374]
headline: ΑΥΡΙΟΝ ΑΦΙΚΝΕΙΤΑΙ ΕΙΣ ΘΕΣΣΑΛΟΝΙΚΗΝ Ο κ. ΜΑΡΚΕΖΙΝΗΣ: [325, 283, 588, 311]
headline: ΕΚΤΑΚΤΟΣ ΣΥΝΕΔΡΙΑΣΙΣ ΕΠΙΣΠ: [792, 621, 942, 650]
article-body: Διὰ τεχνικοὺς λόγους θὰ διακοπῇ ἡ παροχὴ ἠλεκτρικοῦ ρεύματος αὔριον ἀπὸ 8ης π.μ. μέχρι 1ης μ.μ. εἰς τὰς κάτωθι ὁδούς.: [332, 1372, 581, 1407]
excursion-photo: [11, 59, 306, 410]
column-exams: [1149, 9, 1506, 2419]
ad-line: εἰς τὴν «ΘΕΣΣΑΛΟΝΙΚΗ»: [636, 1117, 921, 1142]
ad-text: Θὰ δημοσιευθῇ τὸ πλῆρες κείμενο τοῦ λόγου αὐτοῦ, μὲ πρόλογο καὶ ἐκτενῆ σχόλια. ΜΕΡΙΚΑ ΑΠΟ ΤΑ ΠΕΡΙΕΧΟΜΕΝΑ ΤΗΣ ἐνδιαφερούσης αὐτῆς ἐκθέσεως.: [620, 1148, 937, 1184]
letter-body: Κύρια διευθυντά, Ἐπιθυμῶ νὰ ἐπιστήσω τὴν προσοχὴν τοῦ Ο.Α.Σ.Θ. ἐπὶ τῆς ἀκανονίστου διελεύσεως τῶν λεωφορείων τῆς γραμμῆς μας. Οἱ ἐπιβάται ἀναμένουν ἐπὶ μακρὸν καὶ ἐν συνεχείᾳ διέρχονται δύο ἢ τρία λεωφορεῖα συγχρόνως.: [11, 1141, 306, 1188]
column-letters: [6, 9, 312, 2246]
article-body: Ὁ ἀρχηγὸς τοῦ Κόμματος τῶν Προοδευτικῶν κ. Σπ. Μαρκεζίνης ἀφικνεῖται αὔριον εἰς Θεσσαλονίκην, ὅπου θὰ παραμείνῃ ἐπὶ τριήμερον καὶ θὰ συναντηθῇ μὲ στελέχη τοῦ κόμματος.: [325, 317, 588, 363]
headline: ΗΡΧΙΣΕ ΤΟ ΣΥΝΕΔΡΙΟΝ ΔΙΑ ΤΟ «ΕΥΡΩΠΑ-Ι-ΚΟΝ ΠΑΝΕΠΙΣΤΗΜΙΟΝ»: [325, 568, 588, 597]
article-body: Κατόπιν λογομαχίας ὁ 45ετὴς ἐργάτης ἐτραυμάτισε διὰ ξύλου τὴν σύζυγόν του. Συνελήφθη καὶ παρεπέμφθη εἰς τὸν εἰσαγγελέα.: [325, 1020, 588, 1055]
portrait-caption: Ὁ εὑρεθεὶς νεκρὸς παρὰ τὸ χωρίον Γρ. Γεωργιάδης: [973, 1623, 1132, 1646]
article-body: ΑΘΗΝΑΙ, 5.— Προκηρύσσεται διαγωνισμὸς διὰ τὴν χορήγησιν ὑποτροφιῶν εἰς πτυχιούχους ἀνωτάτων σχολῶν διὰ μεταπτυχιακὰς σπουδὰς εἰς Ἡνωμένας Πολιτείας.: [325, 507, 588, 553]
headline: ΑΡΧΑΙΟΣ ΘΟΛΩΤΟΣ ΤΑΦΟΣ ΑΝΕΚΑΛΥΦΘΗ ΕΙΣ ΛΑΜΙΑΝ: [327, 1143, 585, 1172]
letter-signature: Μετὰ τιμῆς: [132, 1379, 185, 1391]
article-body: ΑΘΗΝΑΙ, 5.— Ὑπενθυμίζεται εἰς τοὺς ἐπαγγελματίας ὅτι ὁ ἔλεγχος τῶν μετρικῶν μονάδων εἶναι ὑποχρεωτικός.: [969, 1113, 1137, 1159]
column-rule: [597, 11, 598, 2244]
letter-heading: (Η ΠΑΡΑΛΙΑΚΗ ΛΕΩΦΟΡΟΣ): [71, 816, 247, 830]
article-body: ΦΛΩΡΕΝΤΙΑ, 5.— Ἤρχισαν αἱ ἐργασίαι τοῦ συνεδρίου διὰ τὴν ἵδρυσιν Εὐρωπαϊκοῦ Πανεπιστημίου μὲ τὴν συμμετοχὴν ἀντιπροσώπων ἐξ ὅλων τῶν χωρῶν τῆς Κοινῆς Ἀγορᾶς.: [325, 649, 588, 696]
article-body: ΚΟΜΟΤΗΝΗ, 5.— Ὑπὸ τῆς ἀστυνομίας διενεργεῖται ἀνάκρισις διὰ τὴν ἐξακρίβωσιν τῶν αἰτίων τοῦ θανάτου τοῦ χωρικοῦ, ὅστις εὑρέθη νεκρὸς εἰς χαράδραν. Κατὰ τὰς πρώτας ἐνδείξεις ὁ θάνατος ὀφείλεται εἰς πτῶσιν.: [969, 1732, 1137, 1814]
ad-brand: ΟΥΖΟ ΤΣΑΝΤΑΛΗ: [668, 1356, 889, 1434]
headline: ΑΡΧΑΙΡΕΣΙΑΙ «ΕΘΝΙΚΟΥ ΑΣΤΕΡΟΣ»: [794, 544, 940, 572]
article-body: Ἐκ τοῦ ὑπ' ἀριθμὸν πίνακος ἐπιτυχουσῶν: Ἀδαμίδου Ἀγγελική, Βαφειάδου Βασιλική, Γιαννακίδου Γεωργία, Δεληγιάννη Δήμητρα, Εὐθυμίου Εἰρήνη, Ζωγράφου Ζωή, Ἡλιοπούλου Ἥρα, Θεοδωροπούλου Θεοδώρα.: [1332, 1444, 1501, 1527]
column-rule: [1145, 11, 1146, 2244]
article-body: ΚΟΜΟΤΗΝΗ, 5.— Συνῆλθον εἰς συνέλευσιν οἱ καπνεργάται τῆς πόλεως καὶ ἀπεφάσισαν νὰ διαμαρτυρηθοῦν διὰ τὴν καθυστέρησιν τῆς καταβολῆς τῶν ἐπιδομάτων ἀνεργίας.: [325, 173, 588, 219]
academy-photo: [1155, 59, 1501, 505]
section-kicker: Ἡ ἀθλητικὴ κίνησις: [723, 9, 834, 23]
letter-heading: (Η ΛΕΙΨΥΔΡΙΑ): [112, 959, 205, 973]
article-body: Ἡ ποδοσφαιρικὴ ὁμὰς τοῦ «Ἀχιλλέως» μεταβαίνει εἰς Καστοριὰν διὰ φιλικὸν ἀγῶνα.: [783, 733, 951, 768]
article-body: Ἐκ τοῦ Γυμνασίου Τούμπας ἀνακοινοῦνται οἱ ἐπιτυχόντες: Ἀγγελίδης Κωνσταντῖνος, Βαφειάδης Παναγιώτης, Γαβριηλίδης Ἰωάννης, Δούκας Ἀλέξανδρος.: [1155, 2360, 1324, 2419]
article-body: ΑΛΕΞΑΝΔΡΟΥΠΟΛΙΣ, 5.— Ἐφθάσαν εἰς Αἶνον οἱ συλληφθέντες τὴν 28ην Ἰουνίου ὑπὸ τῶν Τούρκων ἀλιεῖς τῆς ἀλιευτικῆς ἀκάτου «Ἅγιος Νικόλαος». Οὗτοι ἀφέθησαν ἐλεύθεροι μετὰ τὰς ἐνεργείας τῶν ἑλληνικῶν ἀρχῶν.: [325, 65, 588, 124]
article-body: Ἡ ὁμοσπονδία σιδηροδρομικῶν ὑπέβαλεν ὑπόμνημα πρὸς τὸ ὑπουργεῖον Συγκοινωνιῶν διὰ τὴν ἐπίλυσιν κλαδικῶν ζητημάτων τοῦ προσωπικοῦ.: [325, 830, 588, 865]
article-body: Ἐκ τοῦ προσωρινοῦ πίνακος τῶν ἐπιτυχουσῶν μαθητριῶν: Ἀβραμίδου Ἑλένη, Ἀγγελίδου Μαρία, Ἀθανασίου Σοφία, Ἀλεξίου Εὐανθία, Ἀναστασιάδου Φωτεινή, Βασιλείου Χρυσούλα, Βλάχου Αἰκατερίνη, Γεωργίου Ἀγλαΐα, Γκιόκα Δέσποινα, Δημητριάδου Ἄννα, Ἐμμανουηλίδου Ζωή, Ζαφειρίου Ἰουλία, Θεοχάρη Καλλιόπη, Ἰωαννίδου Λαμπρινή, Καραγιάννη Μαγδαληνή, Κυριακίδου Νίκη, Λαμπρίδου Ξανθή, Μαυρίδου Ὄλγα, Νικολάου Παρασκευή, Ξενοφῶντος Ῥοδάνθη, Παπαδοπούλου Σταυρούλα, Σαββίδου Τασούλα, Τσιλιγγίρη Ὑπατία, Φιλίππου Χαρίκλεια, Χατζηγεωργίου Ψυχή, Ὠραιοπούλου Ἀλεξάνδρα.: [1155, 2100, 1324, 2323]
article-body: Ἐκ τοῦ Ε' Γυμνασίου ἀρρένων ἀνακοινοῦνται τὰ ὀνόματα τῶν ἐπιτυχόντων μαθητῶν εἰς τὰς εἰσιτηρίους ἐξετάσεις: Ἀβραμίδης Γεώργ., Ἀγγελίδης Νικ., Ἀθανασιάδης Ἀντ., Ἀλεξανδρίδης Χρ., Ἀναστασίου Ἰωάν., Ἀποστολίδης Παῦλ., Βασιλειάδης Κων., Βλαχόπουλος Δημ., Γεωργιάδης Ἀλ., Γρηγοριάδης Θεόδ., Δημητρίου Σταύρ., Ἐλευθεριάδης Ἀθ., Ζαχαρίου Μιχ., Ἠλιάδης Στέλ., Θεοδωρίδης Ἰορδ., Ἰωαννίδης Πέτρ., Καλαϊτζίδης Γεώργ., Κωνσταντινίδης Ἀνδρ., Λαζαρίδης Νικ., Μαυρίδης Παν., Νικολαΐδης Χαρ., Οἰκονόμου Σπυρ., Παπαδόπουλος Κων., Ῥαπτόπουλος Δημ., Σαββίδης Ἀπ., Τσολάκης Γεώρ., Φωτιάδης Ἠλ., Χατζηδάκης Ἀλ.: [1155, 1877, 1324, 2100]
headline: ΜΑΛΛΟΝ ΕΚ ΠΤΩΣΕΩΣ ΕΦΟΝΕΥΘΗ Ο ΧΩΡΙΚΟΣ ΠΑΡΑ ΤΗΝ ΚΟΜΟΤΗΝΗΝ: [977, 1390, 1128, 1433]
headline-excursion: ΕΚΔΡΟΜΗ ΜΑΘΗΤΩΝ ΤΗΣ ΣΧΟΛΗΣ ΡΑΠΤΙΚΗΣ: [26, 18, 291, 53]
article-body: Ἡ ποδοσφαιρικὴ ὁμὰς τοῦ «Ἀχιλλέως» μεταβαίνει εἰς Καστοριὰν διὰ φιλικὸν ἀγῶνα.: [783, 280, 951, 315]
article-body: Ἡ ὁμὰς τῶν Γιαννιτσῶν ἀνεχώρησε χθὲς διὰ τοὺς ἀγῶνας τοῦ Κυπέλλου.: [783, 578, 951, 613]
article-body: Ἐκ τοῦ προσωρινοῦ πίνακος τῶν ἐπιτυχουσῶν μαθητριῶν: Ἀβραμίδου Ἑλένη, Ἀγγελίδου Μαρία, Ἀθανασίου Σοφία, Ἀλεξίου Εὐανθία, Ἀναστασιάδου Φωτεινή, Βασιλείου Χρυσούλα, Βλάχου Αἰκατερίνη, Γεωργίου Ἀγλαΐα, Γκιόκα Δέσποινα, Δημητριάδου Ἄννα, Ἐμμανουηλίδου Ζωή, Ζαφειρίου Ἰουλία, Θεοχάρη Καλλιόπη, Ἰωαννίδου Λαμπρινή, Καραγιάννη Μαγδαληνή, Κυριακίδου Νίκη, Λαμπρίδου Ξανθή, Μαυρίδου Ὄλγα, Νικολάου Παρασκευή, Ξενοφῶντος Ῥοδάνθη, Παπαδοπούλου Σταυρούλα, Σαββίδου Τασούλα, Τσιλιγγίρη Ὑπατία, Φιλίππου Χαρίκλεια, Χατζηγεωργίου Ψυχή, Ὠραιοπούλου Ἀλεξάνδρα.: [1332, 2056, 1501, 2278]
article-body: Ἡ ὁμὰς τῶν Γιαννιτσῶν ἀνεχώρησε χθὲς διὰ τοὺς ἀγῶνας τοῦ Κυπέλλου.: [783, 422, 951, 457]
article-body: ΑΘΗΝΑΙ, 5.— Προκηρύσσεται διαγωνισμὸς διὰ τὴν χορήγησιν ὑποτροφιῶν εἰς πτυχιούχους ἀνωτάτων σχολῶν διὰ μεταπτυχιακὰς σπουδὰς εἰς Ἡνωμένας Πολιτείας.: [325, 459, 588, 506]
article-body: ΑΘΗΝΑΙ, 5.— Ὑπενθυμίζεται εἰς τοὺς ἐπαγγελματίας ὅτι ὁ ἔλεγχος τῶν μετρικῶν μονάδων εἶναι ὑποχρεωτικός.: [969, 1159, 1137, 1205]
